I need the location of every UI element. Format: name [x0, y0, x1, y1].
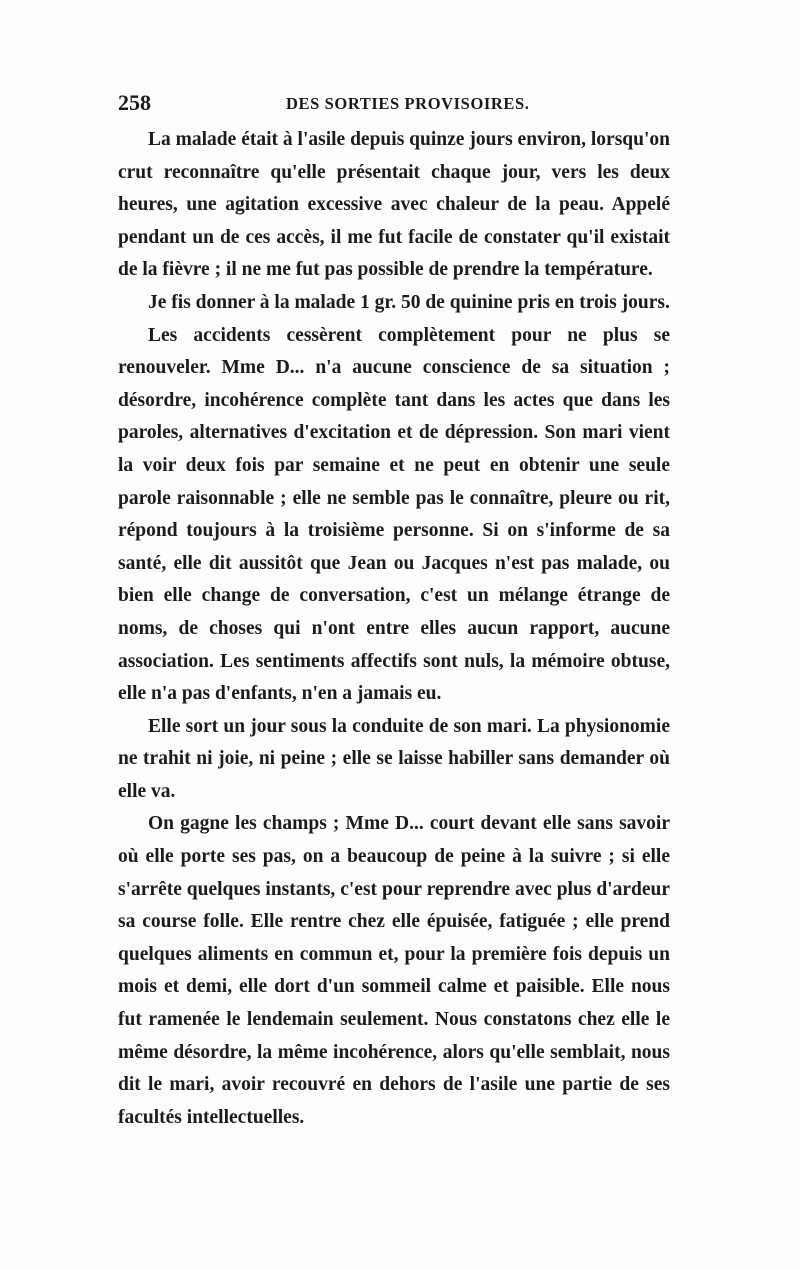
running-head — [118, 90, 670, 118]
paragraph: Les accidents cessèrent complètement pour ne plus se renouveler. Mme D... n'a aucune conscience de sa situation ; désordre, incohérence complète tant dans les actes que dans les paroles, alternatives d'excitation et de dépression. Son mari vient la voir deux fois par semaine et ne peut en obtenir une seule parole raisonnable ; elle ne semble pas le connaître, pleure ou rit, répond toujours à la troisième personne. Si on s'informe de sa santé, elle dit aussitôt que Jean ou Jacques n'est pas malade, ou bien elle change de conversation, c'est un mélange étrange de noms, de choses qui n'ont entre elles aucun rapport, aucune association. Les sentiments affectifs sont nuls, la mémoire obtuse, elle n'a pas d'enfants, n'en a jamais eu. — [118, 324, 670, 705]
paragraph: On gagne les champs ; Mme D... court devant elle sans savoir où elle porte ses pas, on a beaucoup de peine à la suivre ; si elle s'arrête quelques instants, c'est pour reprendre avec plus d'ardeur sa course folle. Elle rentre chez elle épuisée, fatiguée ; elle prend quelques aliments en commun et, pour la première fois depuis un mois et demi, elle dort d'un sommeil calme et paisible. Elle nous fut ramenée le lendemain seulement. Nous constatons chez elle le même désordre, la même incohérence, alors qu'elle semblait, nous dit le mari, avoir recouvré en dehors de l'asile une partie de ses facultés intellectuelles. — [118, 813, 670, 1128]
page-number: 258 — [118, 90, 151, 115]
body-text — [118, 124, 670, 1134]
paragraph: Elle sort un jour sous la conduite de son mari. La physionomie ne trahit ni joie, ni peine ; elle se laisse habiller sans demander où elle va. — [118, 715, 670, 802]
paragraph: La malade était à l'asile depuis quinze jours environ, lorsqu'on crut reconnaître qu'elle présentait chaque jour, vers les deux heures, une agitation excessive avec chaleur de la peau. Appelé pendant un de ces accès, il me fut facile de constater qu'il existait de la fièvre ; il ne me fut pas possible de prendre la température. — [118, 129, 670, 281]
running-title: DES SORTIES PROVISOIRES. — [286, 94, 530, 113]
paragraph: Je fis donner à la malade 1 gr. 50 de quinine pris en trois jours. — [148, 291, 670, 313]
